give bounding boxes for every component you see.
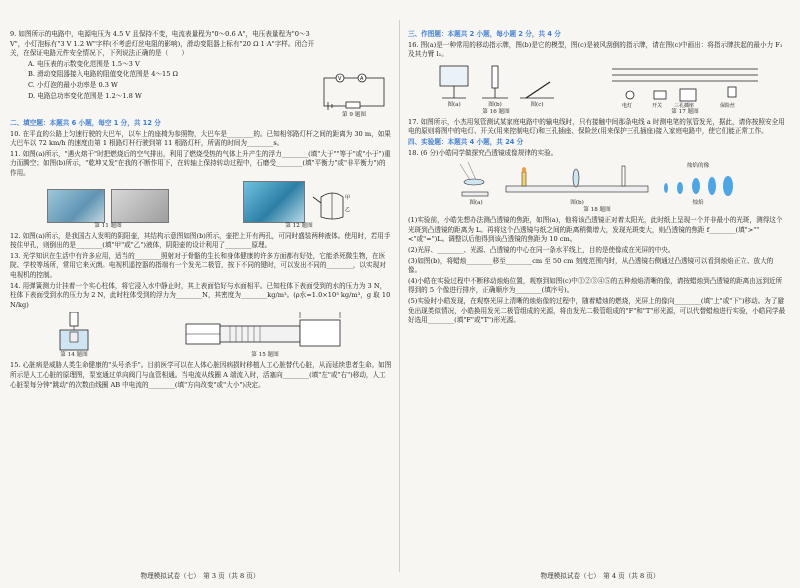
fig-11-12-row <box>10 181 392 230</box>
q9-stem: 9. 如图所示的电路中，电源电压为 4.5 V 且保持不变，电流表量程为"0～0.6 A"，电压表量程为"0～3 V"，小灯泡标有"3 V 1.2 W"字样(不考虑灯丝电阻的影响)，滑动变阻器上标有"20 Ω 1 A"字样。闭合开关，在保证电路元件安全情况下，下列说法正确的是（ ） <box>10 30 315 58</box>
q18-3: (3)如图(b)，将蜡烛________移至________cm 至 50 cm 刻度范围内时，从凸透镜右侧通过凸透镜可以看到烛焰正立、放大的像。 <box>408 256 774 275</box>
fig-17 <box>610 65 760 116</box>
section-4-title: 四、实验题：本题共 4 小题，共 24 分 <box>408 137 524 146</box>
flame-images-title: 烛焰的像 <box>686 163 710 170</box>
fig-14-15-row <box>10 312 392 359</box>
fig-14 <box>52 312 96 359</box>
q18-1: (1)实验前，小皓先想办法测凸透镜的焦距，如图(a)，他将该凸透镜正对着太阳光，此时纸上呈现一个并非最小的光斑，测得这个光斑到凸透镜的距离为 L。再将这个凸透镜与纸之间的距离稍微增大，发现光斑变大，则凸透镜的焦距 f________(填">""<"或"=")L。调整以后他得到该凸透镜的焦距为 10 cm。 <box>408 216 783 244</box>
q9-figure <box>316 70 392 119</box>
teapot-diagram-icon <box>311 183 355 223</box>
fig-11a-image <box>47 189 105 223</box>
q18-5: (5)实验时小皓发现，在观察光屏上清晰的烛焰像的过程中，随着蜡烛的燃烧，光屏上的像向________(填"上"或"下")移动。为了避免出现类似情况，小皓换用发光二极管组成的光源，将由发光二极管组成的"F"和"T"形光源，可以代替蜡烛进行实验，小皓同学最好选用________(填"F"或"T")形光源。 <box>408 296 786 325</box>
q17: 17. 如图所示，小杰用氖管测试某家庭电路中的输电线时，只有接触中间那条电线 a 时测电笔的氖管发光，据此，请你按照安全用电的原则将图中的电灯、开关(用来控制电灯)和三孔插座、保险丝(用来保护三孔插座)接入家庭电路中，使它们能正常工作。 <box>408 117 785 136</box>
fig-16-label: 第 16 题图 <box>482 108 510 115</box>
fallen-sign-icon <box>516 62 558 102</box>
right-page <box>400 0 800 588</box>
candle-label: 烛焰 <box>692 200 704 207</box>
fig-11-label: 第 11 题图 <box>94 222 122 229</box>
fig-15 <box>180 312 350 359</box>
fig18-part-a: 图(a) <box>469 200 483 207</box>
fig-16-17-row <box>408 62 786 116</box>
fig17-part-socket: 三孔插座 <box>674 102 695 109</box>
fig16-part-a: 图(a) <box>447 101 461 108</box>
q12: 12. 如图(a)所示，是我国古人发明的阴阳壶，其结构示意图如图(b)所示，壶把上开有两孔，可同时盛装两种液体。使用时，若用手按住甲孔，则倒出的是________(填"甲"或"乙")液体，阴阳壶的设计利用了________原理。 <box>10 231 391 250</box>
section-2-title: 二、填空题：本题共 6 小题，每空 1 分，共 12 分 <box>10 119 161 127</box>
fig12-label-yi: 乙 <box>345 206 351 213</box>
fig17-part-lamp: 电灯 <box>622 102 633 109</box>
fig18-part-b: 图(b) <box>570 200 584 207</box>
fig16-part-c: 图(c) <box>530 101 544 108</box>
q9-block <box>10 30 392 119</box>
q10: 10. 在平直的公路上匀速行驶的大巴车，以车上的座椅为参照物，大巴车是________的。已知相邻路灯杆之间的距离为 30 m，如果大巴车以 72 km/h 的速度由第 1 根路灯杆行驶到第 11 根路灯杆，所需的时间为________s。 <box>10 129 391 148</box>
fig-18-row <box>408 160 786 214</box>
fig-12 <box>243 181 355 230</box>
q14: 14. 用弹簧测力计挂着一个实心柱体，将它浸入水中静止时，其上表面恰好与水面相平。已知柱体下表面受到的水的压力为 3 N，柱体下表面受到水的压力为 2 N，此时柱体受到的浮力为________N，其密度为________kg/m³。(ρ水=1.0×10³ kg/m³，g 取 10 N/kg) <box>10 281 391 309</box>
sunlight-lens-icon <box>456 160 496 200</box>
fig-18-label: 第 18 题图 <box>583 207 611 214</box>
section-3-title: 三、作图题：本题共 2 小题，每小题 2 分，共 4 分 <box>408 30 561 38</box>
q18-intro: 18. (6 分)小皓同学做探究凸透镜成像规律的实验。 <box>408 148 558 157</box>
right-footer: 物理模拟试卷（七） 第 4 页（共 8 页） <box>540 572 660 581</box>
fig17-part-switch: 开关 <box>652 102 663 109</box>
q18-2: (2)光屏、________、光源、凸透镜的中心在同一条水平线上，目的是使像成在光屏的中央。 <box>408 245 675 254</box>
q15: 15. 心脏病是威胁人类生命健康的"头号杀手"。目前医学可以在人体心脏因病损时移植人工心脏替代心脏，从而延续患者生命。如图所示是人工心脏的原理图，泵室通过单向阀门与血管相通。当电流从线圈 A 端流入时，活塞向________(填"左"或"右")移动，人工心脏泵每分钟"跳动"的次数由线圈 AB 中电流的________(填"方向改变"或"大小")决定。 <box>10 361 392 389</box>
fig-16 <box>434 62 558 116</box>
spring-scale-beaker-icon <box>52 312 96 352</box>
flame-images <box>658 163 738 207</box>
sign-model-icon <box>478 62 512 102</box>
fig17-part-fuse: 保险丝 <box>720 102 736 109</box>
fig12-label-jia: 甲 <box>345 194 351 201</box>
fig-11b-image <box>111 189 169 223</box>
fig-14-label: 第 14 题图 <box>60 352 88 359</box>
sign-stand-icon <box>434 62 474 102</box>
flame-images-icon <box>658 170 738 200</box>
fig-12a-image <box>243 181 305 223</box>
q9-figure-label: 第 9 题图 <box>342 112 366 118</box>
left-footer: 物理模拟试卷（七） 第 3 页（共 8 页） <box>140 572 260 581</box>
household-circuit-icon <box>610 65 760 109</box>
q18-4: (4)小皓在实验过程中不断移动烛焰位置，观察到如图(c)中①②③④⑤的五种烛焰清晰的像，请按蜡烛到凸透镜的距离由远到近所得到的 5 个像进行排序，正确顺序为________(填序号)。 <box>408 276 783 295</box>
fig-12-label: 第 12 题图 <box>285 222 313 229</box>
q11: 11. 如图(a)所示，"遇火熔干"时把燃烧后的空气排出，利用了燃烧受热的气体上升产生的浮力________(填"大于""等于"或"小于")重力而腾空；如图(b)所示，"乾坤又发"在我的不断作用下，在转轴上保持转动过程中，石磨受________(填"平衡力"或"非平衡力")的作用。 <box>10 149 391 177</box>
q9-option-a: A. 电压表的示数变化范围是 1.5～3 V <box>28 59 140 68</box>
fig-17-label: 第 17 题图 <box>671 108 699 115</box>
q13: 13. 光学知识在生活中有许多应用，适当的________照射对于骨骼的生长和身体健康的许多方面都有好处，它能杀死微生物，在医院、学校等场所，常用它来灭菌。电视机遥控器的指端有一个发光二极管，按下不同的键时，可以发出不同的________，以实现对电视机的控制。 <box>10 251 386 279</box>
svg-text:A: A <box>360 76 364 82</box>
fig-18 <box>456 160 738 214</box>
optical-bench-icon <box>502 160 652 200</box>
artificial-heart-diagram-icon <box>180 312 350 352</box>
q16: 16. 图(a)是一种常用的移动指示牌，图(b)是它的模型，图(c)是被风刮倒的指示牌，请在图(c)中画出：将指示牌扶起的最小力 F₁ 及其力臂 l₁。 <box>408 40 783 59</box>
svg-text:V: V <box>338 76 342 82</box>
q9-option-c: C. 小灯泡的最小功率是 0.3 W <box>28 80 118 89</box>
q9-option-d: D. 电路总功率变化范围是 1.2～1.8 W <box>28 91 142 100</box>
q9-option-b: B. 滑动变阻器接入电路的阻值变化范围是 4～15 Ω <box>28 70 178 79</box>
fig-15-label: 第 15 题图 <box>251 352 279 359</box>
fig16-part-b: 图(b) <box>488 101 502 108</box>
circuit-diagram-icon <box>318 70 390 112</box>
fig-11 <box>47 189 169 230</box>
